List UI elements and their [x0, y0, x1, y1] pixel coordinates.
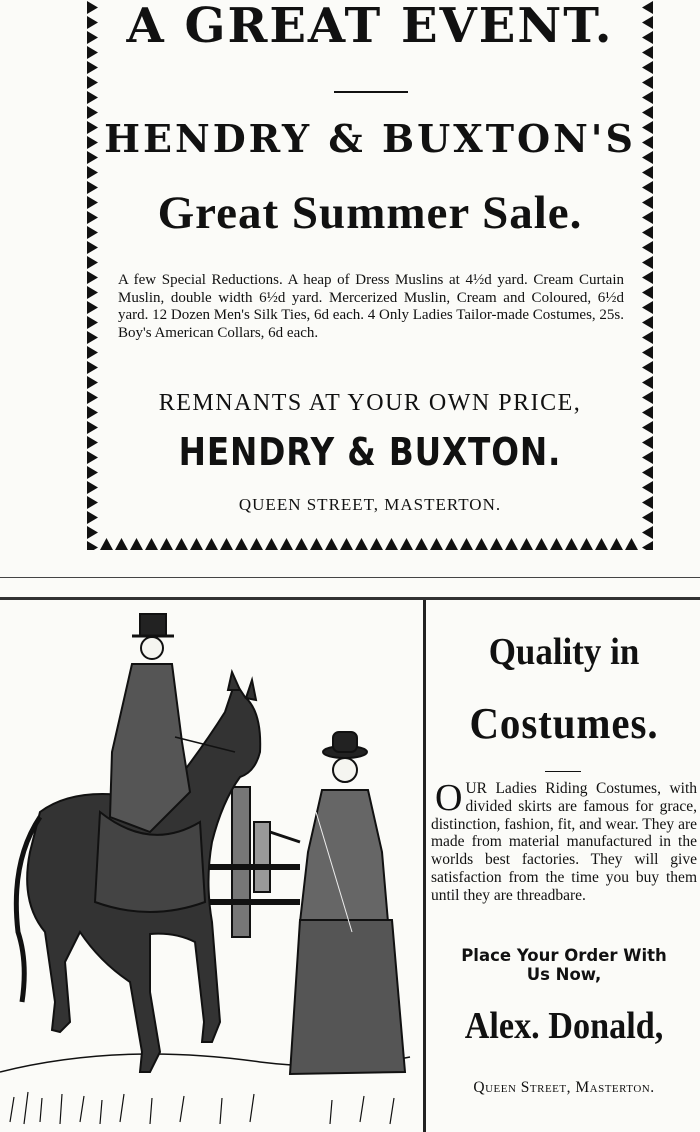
bottom-ornamental-border [84, 534, 656, 552]
drop-cap: O [435, 777, 463, 819]
advertiser-address: QUEEN STREET, MASTERTON. [238, 495, 502, 514]
column-separator-thin [0, 577, 700, 578]
advertiser-address: Queen Street, Masterton. [473, 1079, 655, 1096]
divider [334, 91, 408, 93]
ad-title-line1: Quality in [488, 631, 640, 673]
riding-costume-illustration [0, 602, 420, 1132]
right-ornamental-border [640, 0, 656, 550]
sale-body-text: A few Special Reductions. A heap of Dress Muslins at 4½d yard. Cream Curtain Muslin, double width 6½d yard. Mercerized Muslin, Cream and Coloured, 6½d yard. 12 Dozen Men's Silk Ties, 6d each. 4 Only Ladies Tailor-made Costumes, 25s. Boy's American Collars, 6d each. [118, 272, 625, 341]
advertiser-signature: Alex. Donald, [464, 1005, 664, 1047]
company-name: HENDRY & BUXTON'S [104, 116, 636, 161]
order-line2: Us Now, [526, 965, 602, 984]
vertical-column-rule [423, 600, 426, 1132]
headline: A GREAT EVENT. [126, 0, 614, 54]
order-line1: Place Your Order With [461, 946, 667, 965]
remnants-line: REMNANTS AT YOUR OWN PRICE, [158, 390, 582, 416]
sale-title: Great Summer Sale. [157, 187, 583, 239]
order-call-to-action [428, 946, 700, 984]
alex-donald-advertisement [428, 600, 700, 1132]
costume-body-text [431, 777, 697, 905]
divider [545, 771, 581, 772]
left-ornamental-border [84, 0, 100, 550]
hendry-buxton-advertisement [84, 0, 656, 556]
advertiser-signature: HENDRY & BUXTON. [178, 430, 562, 474]
ad-title-line2: Costumes. [469, 699, 659, 748]
costume-body: UR Ladies Riding Costumes, with divided skirts are famous for grace, distinction, fashion, fit, and wear. They are made from material manufactured in the worlds best factories. They will give satisfaction from the time you buy them until they are threadbare. [431, 780, 697, 904]
